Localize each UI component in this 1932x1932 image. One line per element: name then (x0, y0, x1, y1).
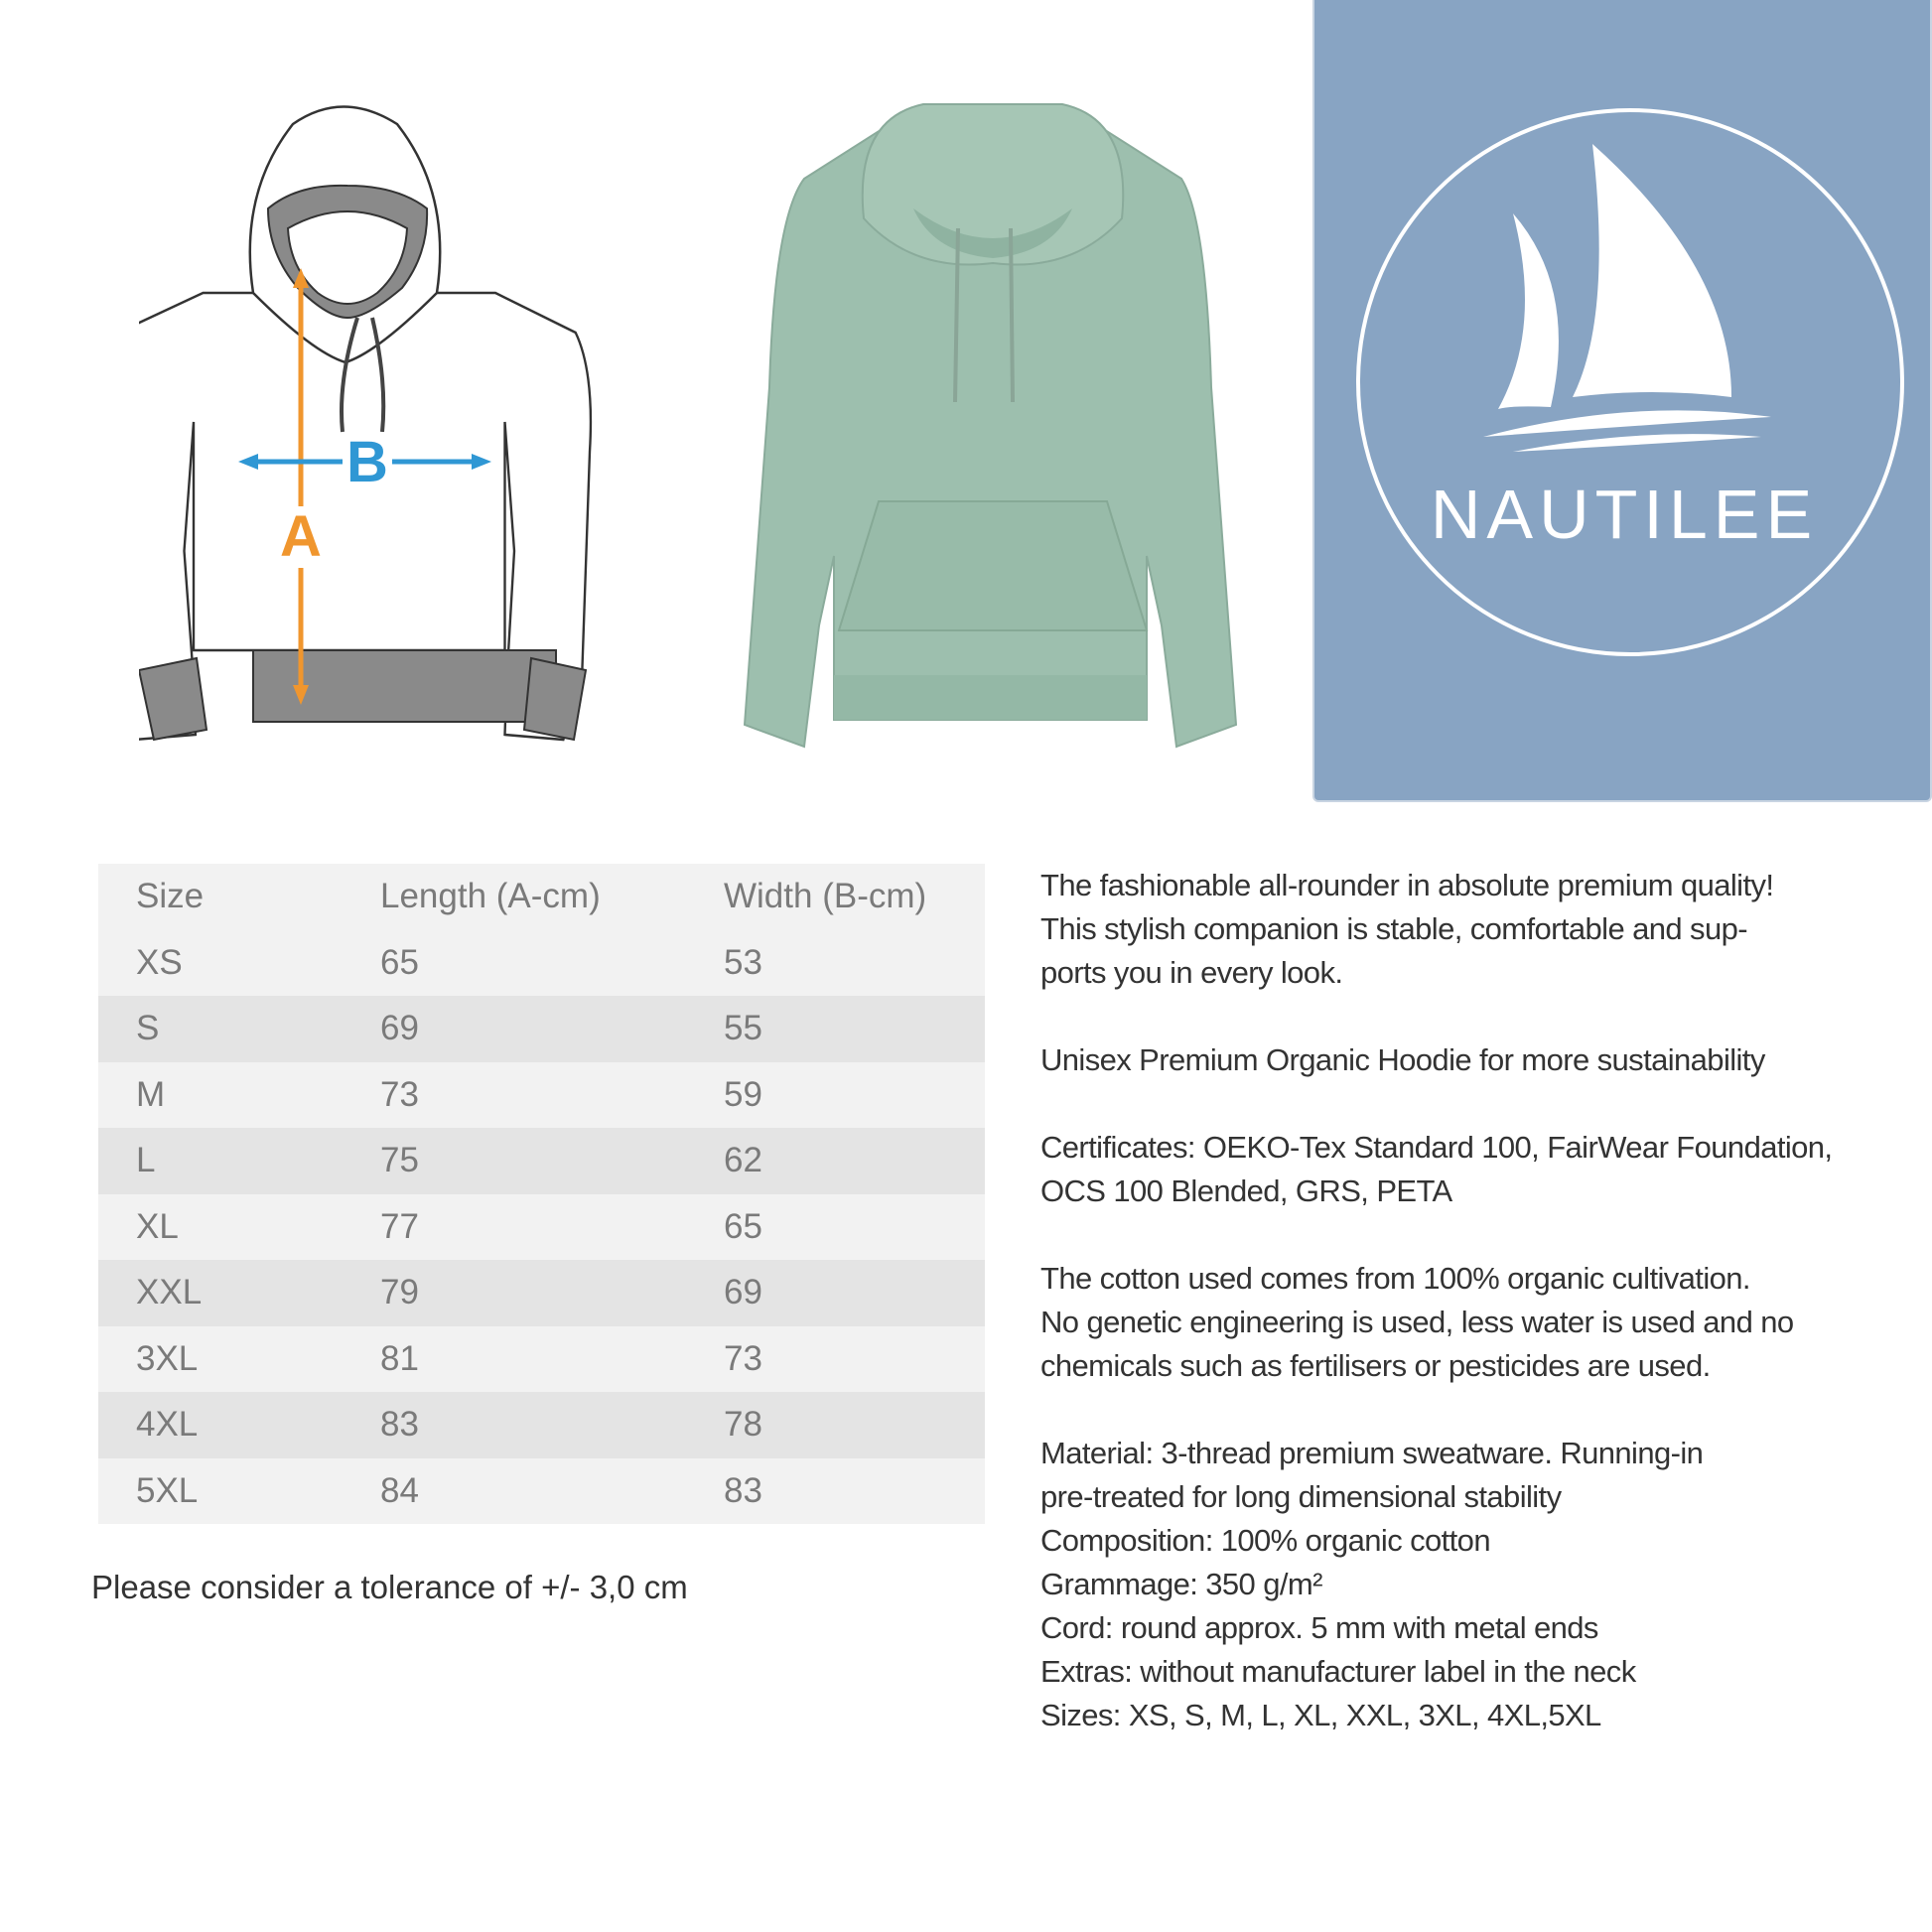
table-row (98, 1128, 985, 1194)
length-cell: 73 (380, 1074, 419, 1114)
description-certificates (1040, 1126, 1914, 1213)
desc-line: Unisex Premium Organic Hoodie for more sustainability (1040, 1042, 1765, 1077)
table-row (98, 930, 985, 997)
width-cell: 59 (724, 1074, 762, 1114)
hoodie-product-image (695, 89, 1291, 764)
header-size: Size (136, 877, 205, 916)
brand-name: NAUTILEE (1430, 476, 1819, 553)
desc-line: Grammage: 350 g/m² (1040, 1567, 1322, 1601)
table-row (98, 996, 985, 1062)
description-intro (1040, 864, 1914, 995)
width-cell: 78 (724, 1405, 762, 1445)
length-cell: 77 (380, 1206, 419, 1246)
desc-line: pre-treated for long dimensional stability (1040, 1479, 1562, 1514)
size-cell: M (136, 1074, 166, 1114)
length-cell: 79 (380, 1273, 419, 1312)
length-cell: 65 (380, 942, 419, 982)
desc-line: Certificates: OEKO-Tex Standard 100, FairWear Foundation, (1040, 1130, 1833, 1165)
size-cell: L (136, 1141, 156, 1180)
width-cell: 73 (724, 1338, 762, 1378)
desc-line: No genetic engineering is used, less water is used and no (1040, 1305, 1794, 1339)
brand-panel (1312, 0, 1932, 802)
desc-line: The fashionable all-rounder in absolute premium quality! (1040, 868, 1774, 902)
desc-line: chemicals such as fertilisers or pesticides are used. (1040, 1348, 1711, 1383)
width-cell: 69 (724, 1273, 762, 1312)
desc-line: Cord: round approx. 5 mm with metal ends (1040, 1610, 1598, 1645)
size-cell: S (136, 1009, 160, 1048)
table-row (98, 1458, 985, 1525)
description-cotton (1040, 1257, 1914, 1388)
product-description (1040, 864, 1914, 1737)
desc-line: Sizes: XS, S, M, L, XL, XXL, 3XL, 4XL,5XL (1040, 1698, 1601, 1732)
label-b: B (346, 430, 388, 494)
header-length: Length (A-cm) (380, 877, 601, 916)
width-cell: 55 (724, 1009, 762, 1048)
description-specs (1040, 1432, 1914, 1737)
desc-line: Composition: 100% organic cotton (1040, 1523, 1490, 1558)
size-cell: XS (136, 942, 183, 982)
length-cell: 81 (380, 1338, 419, 1378)
width-cell: 53 (724, 942, 762, 982)
size-diagram (139, 94, 596, 750)
kangaroo-pocket (839, 501, 1147, 630)
length-cell: 83 (380, 1405, 419, 1445)
desc-line: Material: 3-thread premium sweatware. Running-in (1040, 1436, 1704, 1470)
table-row (98, 1326, 985, 1393)
width-cell: 83 (724, 1470, 762, 1510)
table-row (98, 1194, 985, 1261)
header-width: Width (B-cm) (724, 877, 927, 916)
table-row (98, 1392, 985, 1458)
desc-line: OCS 100 Blended, GRS, PETA (1040, 1173, 1452, 1208)
desc-line: Extras: without manufacturer label in the neck (1040, 1654, 1636, 1689)
description-sustainability (1040, 1038, 1914, 1082)
hem-band (834, 675, 1147, 720)
desc-line: The cotton used comes from 100% organic cultivation. (1040, 1261, 1750, 1296)
size-cell: XXL (136, 1273, 203, 1312)
table-row (98, 1062, 985, 1129)
length-cell: 84 (380, 1470, 419, 1510)
size-cell: 5XL (136, 1470, 199, 1510)
desc-line: ports you in every look. (1040, 955, 1343, 990)
tolerance-note: Please consider a tolerance of +/- 3,0 cm (91, 1569, 688, 1605)
sailboat-logo-icon (1314, 0, 1932, 802)
length-cell: 75 (380, 1141, 419, 1180)
size-table (98, 864, 985, 1524)
width-cell: 62 (724, 1141, 762, 1180)
size-cell: 3XL (136, 1338, 199, 1378)
table-header-row (98, 864, 985, 930)
label-a: A (280, 504, 322, 569)
width-cell: 65 (724, 1206, 762, 1246)
size-cell: 4XL (136, 1405, 199, 1445)
table-row (98, 1260, 985, 1326)
length-cell: 69 (380, 1009, 419, 1048)
size-cell: XL (136, 1206, 179, 1246)
desc-line: This stylish companion is stable, comfortable and sup- (1040, 911, 1747, 946)
